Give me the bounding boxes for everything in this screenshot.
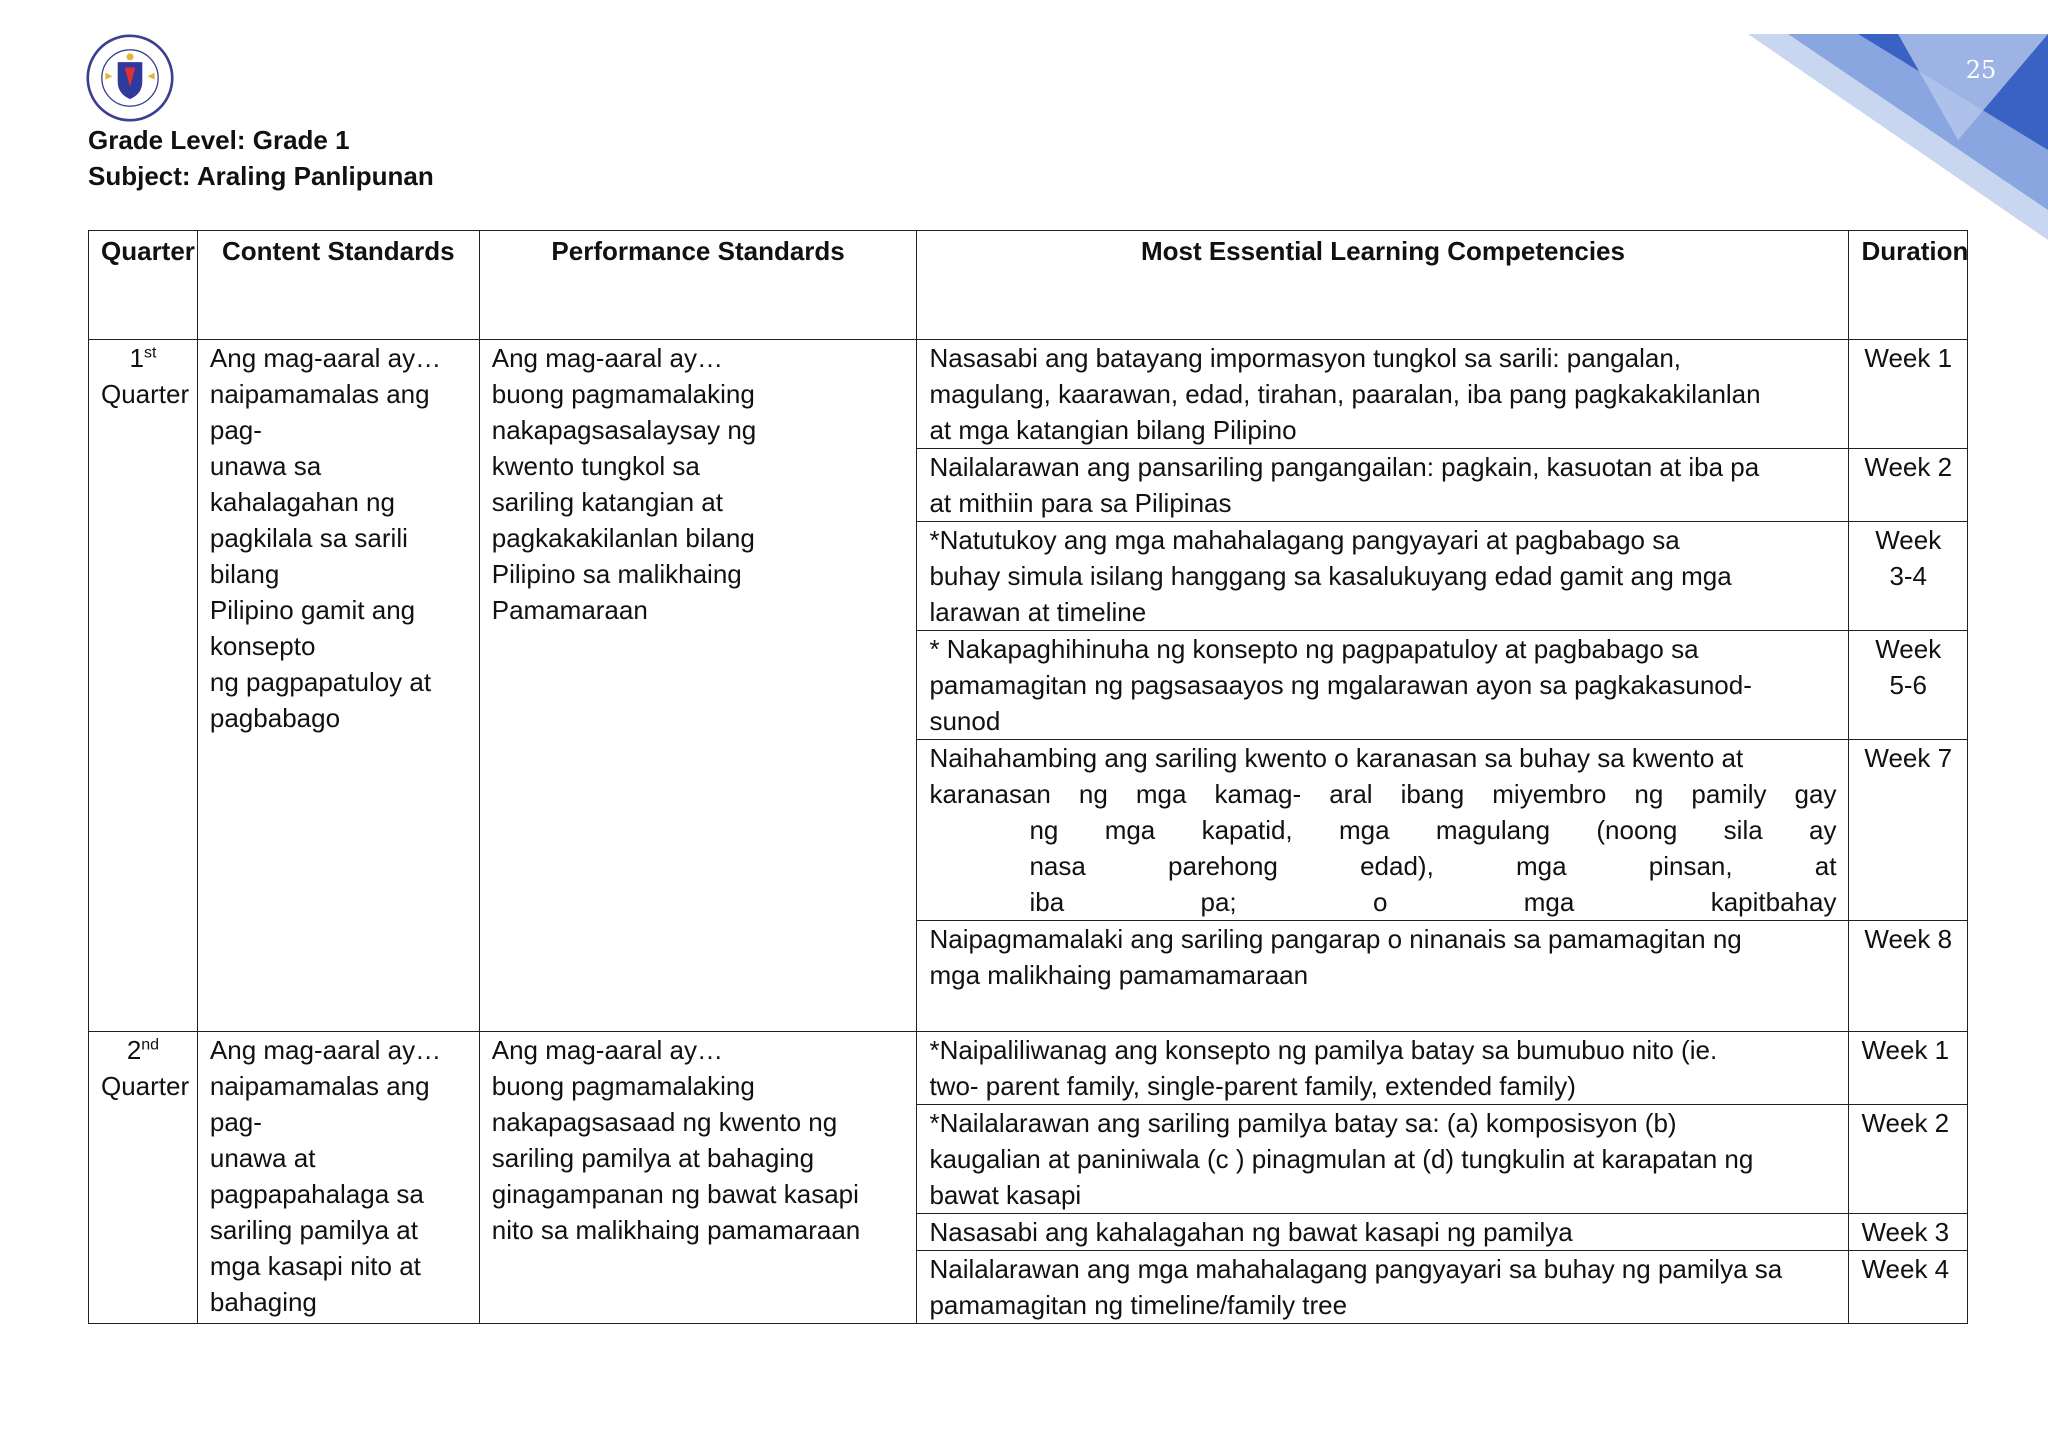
content-standards-cell (197, 340, 479, 1032)
quarter-number: 1 (129, 343, 144, 373)
performance-standards-cell (479, 1032, 917, 1324)
competency-cell (917, 740, 1849, 921)
performance-standard-line: nakapagsasaad ng kwento ng (491, 1107, 838, 1137)
curriculum-table (88, 230, 1968, 1324)
duration-cell: Week 1 (1849, 1032, 1968, 1105)
competency-line: Naipagmamalaki ang sariling pangarap o ninanais sa pamamagitan ng (929, 924, 1742, 954)
duration-cell: Week 4 (1849, 1251, 1968, 1324)
performance-standard-line: buong pagmamalaking (491, 1071, 755, 1101)
content-standard-line: ng pagpapatuloy at (209, 667, 432, 697)
competency-line: sunod (929, 706, 1001, 736)
competency-line: Naihahambing ang sariling kwento o karanasan sa buhay sa kwento at (929, 743, 1744, 773)
competency-line: Nasasabi ang kahalagahan ng bawat kasapi ng pamilya (929, 1217, 1573, 1247)
competency-line: pamamagitan ng pagsasaayos ng mgalarawan ayon sa pagkakasunod- (929, 670, 1752, 700)
content-standard-line: unawa at (209, 1143, 316, 1173)
competency-cell (917, 921, 1849, 1032)
header-performance-standards: Performance Standards (479, 231, 917, 340)
table-row (89, 340, 1968, 449)
deped-seal-logo (86, 34, 174, 122)
competency-line: two- parent family, single-parent family, extended family) (929, 1071, 1576, 1101)
content-standard-line: bahaging (209, 1287, 317, 1317)
performance-standards-cell (479, 340, 917, 1032)
content-standard-line: konsepto (209, 631, 316, 661)
competency-cell (917, 340, 1849, 449)
competency-line: *Nailalarawan ang sariling pamilya batay sa: (a) komposisyon (b) (929, 1108, 1677, 1138)
content-standard-line: naipamamalas ang (209, 1071, 430, 1101)
competency-cell (917, 1105, 1849, 1214)
competency-line: kaugalian at paniniwala (c ) pinagmulan at (d) tungkulin at karapatan ng (929, 1144, 1754, 1174)
header-content-standards: Content Standards (197, 231, 479, 340)
duration-cell: Week 2 (1849, 449, 1968, 522)
competency-line: * Nakapaghihinuha ng konsepto ng pagpapatuloy at pagbabago sa (929, 634, 1699, 664)
competency-line: *Naipaliliwanag ang konsepto ng pamilya batay sa bumubuo nito (ie. (929, 1035, 1718, 1065)
competency-line: iba pa; o mga kapitbahay (1029, 887, 1837, 917)
content-standard-line: pagkilala sa sarili (209, 523, 408, 553)
content-standard-line: bilang (209, 559, 280, 589)
competency-cell (917, 1251, 1849, 1324)
content-standard-line: mga kasapi nito at (209, 1251, 421, 1281)
content-standard-line: Ang mag-aaral ay… (209, 1035, 442, 1065)
duration-cell: Week 2 (1849, 1105, 1968, 1214)
content-standard-line: naipamamalas ang (209, 379, 430, 409)
quarter-cell (89, 340, 198, 1032)
competency-cell (917, 449, 1849, 522)
content-standard-line: kahalagahan ng (209, 487, 395, 517)
table-row (89, 1032, 1968, 1105)
performance-standard-line: Ang mag-aaral ay… (491, 343, 723, 373)
competency-line: magulang, kaarawan, edad, tirahan, paaralan, iba pang pagkakakilanlan (929, 379, 1761, 409)
header-competencies: Most Essential Learning Competencies (917, 231, 1849, 340)
competency-line: Nailalarawan ang mga mahahalagang pangyayari sa buhay ng pamilya sa (929, 1254, 1783, 1284)
performance-standard-line: kwento tungkol sa (491, 451, 700, 481)
content-standard-line: pagbabago (209, 703, 341, 733)
performance-standard-line: sariling pamilya at bahaging (491, 1143, 815, 1173)
content-standard-line: pag- (209, 1107, 262, 1137)
performance-standard-line: nakapagsasalaysay ng (491, 415, 757, 445)
competency-line: pamamagitan ng timeline/family tree (929, 1290, 1348, 1320)
duration-cell: Week 5-6 (1849, 631, 1968, 740)
content-standards-cell (197, 1032, 479, 1324)
performance-standard-line: pagkakakilanlan bilang (491, 523, 755, 553)
quarter-cell (89, 1032, 198, 1324)
content-standard-line: sariling pamilya at (209, 1215, 418, 1245)
competency-line: at mga katangian bilang Pilipino (929, 415, 1297, 445)
competency-cell (917, 522, 1849, 631)
competency-cell (917, 1032, 1849, 1105)
quarter-label: Quarter (101, 1071, 190, 1101)
quarter-label: Quarter (101, 379, 190, 409)
competency-cell (917, 631, 1849, 740)
competency-line: larawan at timeline (929, 597, 1147, 627)
page-number: 25 (1965, 56, 1997, 84)
header-quarter: Quarter (89, 231, 198, 340)
performance-standard-line: buong pagmamalaking (491, 379, 755, 409)
competency-line: karanasan ng mga kamag- aral ibang miyembro ng pamily gay (929, 779, 1837, 809)
competency-line: at mithiin para sa Pilipinas (929, 488, 1232, 518)
competency-line: nasa parehong edad), mga pinsan, at (1029, 851, 1837, 881)
duration-cell: Week 7 (1849, 740, 1968, 921)
content-standard-line: Pilipino gamit ang (209, 595, 416, 625)
duration-cell: Week 3-4 (1849, 522, 1968, 631)
competency-line: Nailalarawan ang pansariling pangangailan: pagkain, kasuotan at iba pa (929, 452, 1760, 482)
performance-standard-line: sariling katangian at (491, 487, 723, 517)
content-standard-line: Ang mag-aaral ay… (209, 343, 442, 373)
quarter-number: 2 (126, 1035, 142, 1065)
header-duration: Duration (1849, 231, 1968, 340)
performance-standard-line: Pilipino sa malikhaing (491, 559, 742, 589)
competency-line: bawat kasapi (929, 1180, 1082, 1210)
content-standard-line: pag- (209, 415, 262, 445)
content-standard-line: pagpapahalaga sa (209, 1179, 424, 1209)
performance-standard-line: ginagampanan ng bawat kasapi (491, 1179, 859, 1209)
performance-standard-line: Pamamaraan (491, 595, 648, 625)
table-header-row (89, 231, 1968, 340)
quarter-ordinal: nd (141, 1036, 160, 1054)
duration-cell: Week 1 (1849, 340, 1968, 449)
quarter-ordinal: st (143, 344, 157, 362)
competency-line: Nasasabi ang batayang impormasyon tungkol sa sarili: pangalan, (929, 343, 1682, 373)
competency-cell (917, 1214, 1849, 1251)
performance-standard-line: Ang mag-aaral ay… (491, 1035, 723, 1065)
competency-line: mga malikhaing pamamamaraan (929, 960, 1309, 990)
competency-line: *Natutukoy ang mga mahahalagang pangyayari at pagbabago sa (929, 525, 1680, 555)
content-standard-line: unawa sa (209, 451, 322, 481)
duration-cell: Week 8 (1849, 921, 1968, 1032)
competency-line: buhay simula isilang hanggang sa kasalukuyang edad gamit ang mga (929, 561, 1732, 591)
duration-cell: Week 3 (1849, 1214, 1968, 1251)
competency-line: ng mga kapatid, mga magulang (noong sila ay (1029, 815, 1837, 845)
subject: Subject: Araling Panlipunan (88, 161, 434, 191)
grade-level: Grade Level: Grade 1 (88, 125, 350, 155)
performance-standard-line: nito sa malikhaing pamamaraan (491, 1215, 861, 1245)
corner-decoration (1748, 0, 2048, 240)
